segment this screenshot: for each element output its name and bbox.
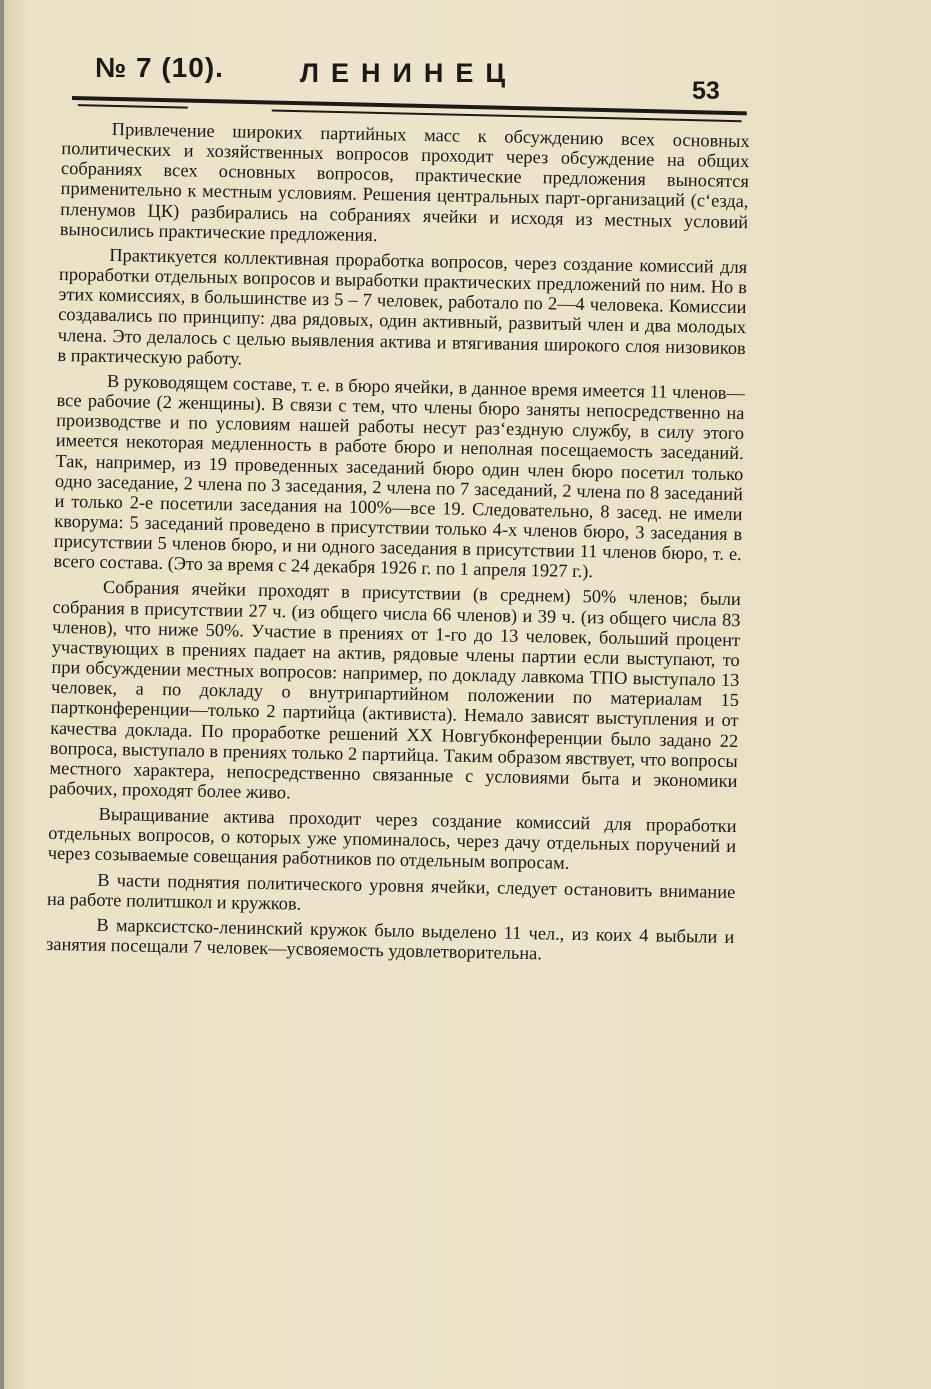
page-number: 53 [692, 77, 720, 105]
paragraph: Привлечение широких партийных масс к обсуждению всех основных политических и хозяйственных вопросов проходит через обсуждение на общих собраниях всех основных вопросов, практические предложения выносятся применительно к местным условиям. Решения центральных парт-организаций (с‘езда, пленумов ЦК) разбирались на собраниях ячейки и исходя из местных условий выносились практические предложения. [59, 118, 750, 245]
issue-number: № 7 (10). [95, 52, 224, 83]
article-body [46, 118, 750, 972]
journal-title: ЛЕНИНЕЦ [300, 58, 518, 88]
page-header [95, 50, 735, 105]
header-rule-thin-left [78, 104, 188, 108]
paragraph: В руководящем составе, т. е. в бюро ячейки, в данное время имеется 11 членов—все рабочие (2 женщины). В связи с тем, что члены бюро заняты непосредственно на производстве и по условиям нашей работы несут раз‘ездную службу, в силу этого имеется некоторая медленность в работе бюро и неполная посещаемость заседаний. Так, например, из 19 проведенных заседаний бюро один член бюро посетил только одно заседание, 2 члена по 3 заседания, 2 члена по 7 заседаний, 2 члена по 8 заседаний и только 2-е посетили заседания на 100%—все 19. Следовательно, 8 засед. не имели кворума: 5 заседаний проведено в присутствии только 4-х членов бюро, 3 заседания в присутствии 5 членов бюро, и ни одного заседания в присутствии 11 членов бюро, т. е. всего состава. (Это за время с 24 декабря 1926 г. по 1 апреля 1927 г.). [53, 370, 746, 582]
paragraph: Собрания ячейки проходят в присутствии (в среднем) 50% членов; были собрания в присутствии 27 ч. (из общего числа 66 членов) и 39 ч. (из общего числа 83 членов), что ниже 50%. Участие в прениях от 1-го до 13 человек, больший процент участвующих в прениях падает на актив, рядовые члены партии если выступают, то при обсуждении местных вопросов: например, по докладу лавкома ТПО выступало 13 человек, а по докладу о внутрипартийном положении по материалам 15 партконференции—только 2 партийца (активиста). Немало зависят выступления и от качества доклада. По проработке решений XX Новгубконференции было задано 22 вопроса, выступало в прениях только 2 партийца. Таким образом явствует, что вопросы местного характера, непосредственно связанные с условиями быта и экономики рабочих, проходят более живо. [48, 577, 742, 803]
paragraph: Выращивание актива проходит через создание комиссий для проработки отдельных вопросов, о которых уже упоминалось, через дачу отдельных поручений и через созываемые совещания работников по отдельным вопросам. [47, 803, 737, 874]
paragraph: Практикуется коллективная проработка вопросов, через создание комиссий для проработки отдельных вопросов и выработки практических предложений по ним. Но в этих комиссиях, в большинстве из 5 – 7 человек, работало по 2—4 человека. Комиссии создавались по принципу: два рядовых, один активный, развитый член и два молодых члена. Это делалось с целью выявления актива и втягивания широкого слоя низовиков в практическую работу. [57, 244, 748, 369]
paragraph: В части поднятия политического уровня ячейки, следует остановить внимание на работе политшкол и кружков. [46, 869, 736, 914]
paragraph: В марксистско-ленинский кружок было выделено 11 чел., из коих 4 выбыли и занятия посещали 7 человек—усвояемость удовлетворительна. [45, 914, 735, 964]
